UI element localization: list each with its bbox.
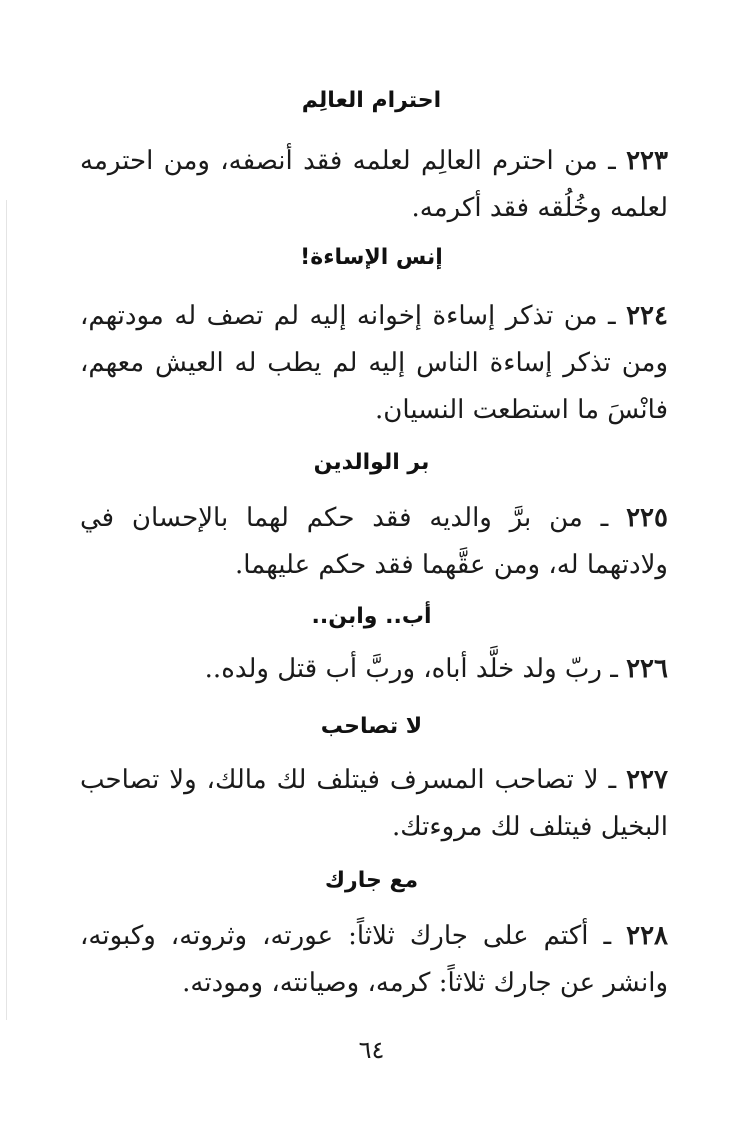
saying-227 (80, 757, 668, 851)
section-heading-227: لا تصاحب (320, 714, 423, 739)
saying-number: ٢٢٨ (626, 921, 669, 951)
saying-number: ٢٢٥ (626, 503, 668, 533)
saying-228 (80, 913, 668, 1007)
saying-number: ٢٢٣ (626, 146, 668, 176)
saying-224 (80, 293, 668, 434)
saying-text: من تذكر إساءة إخوانه إليه لم تصف له مودتهم، ومن تذكر إساءة الناس إليه لم يطب له العيش معهم، فانْسَ ما استطعت النسيان. (80, 301, 668, 425)
section-heading-224: إنس الإساءة! (300, 245, 443, 270)
saying-226 (80, 646, 668, 693)
section-heading-228: مع جارك (324, 868, 419, 893)
dash: ـ (608, 765, 617, 795)
page-number: ٦٤ (358, 1036, 385, 1064)
saying-text: من احترم العالِم لعلمه فقد أنصفه، ومن احترمه لعلمه وخُلُقه فقد أكرمه. (80, 146, 668, 223)
dash: ـ (610, 654, 618, 684)
saying-223 (80, 138, 668, 232)
section-heading-226: أب.. وابن.. (311, 604, 432, 629)
saying-number: ٢٢٧ (626, 765, 668, 795)
saying-number: ٢٢٤ (626, 301, 668, 331)
saying-225 (80, 495, 668, 589)
dash: ـ (600, 503, 609, 533)
dash: ـ (603, 921, 612, 951)
saying-text: ربّ ولد خلَّد أباه، وربَّ أب قتل ولده.. (204, 654, 602, 684)
section-heading-223: احترام العالِم (301, 88, 442, 113)
saying-text: من برَّ والديه فقد حكم لهما بالإحسان في ولادتهما له، ومن عقَّهما فقد حكم عليهما. (80, 503, 668, 580)
dash: ـ (608, 146, 616, 176)
dash: ـ (608, 301, 616, 331)
section-heading-225: بر الوالدين (313, 450, 430, 475)
saying-text: أكتم على جارك ثلاثاً: عورته، وثروته، وكبوته، وانشر عن جارك ثلاثاً: كرمه، وصيانته، ومودته. (80, 921, 668, 998)
saying-number: ٢٢٦ (626, 654, 668, 684)
saying-text: لا تصاحب المسرف فيتلف لك مالك، ولا تصاحب البخيل فيتلف لك مروءتك. (80, 765, 668, 842)
